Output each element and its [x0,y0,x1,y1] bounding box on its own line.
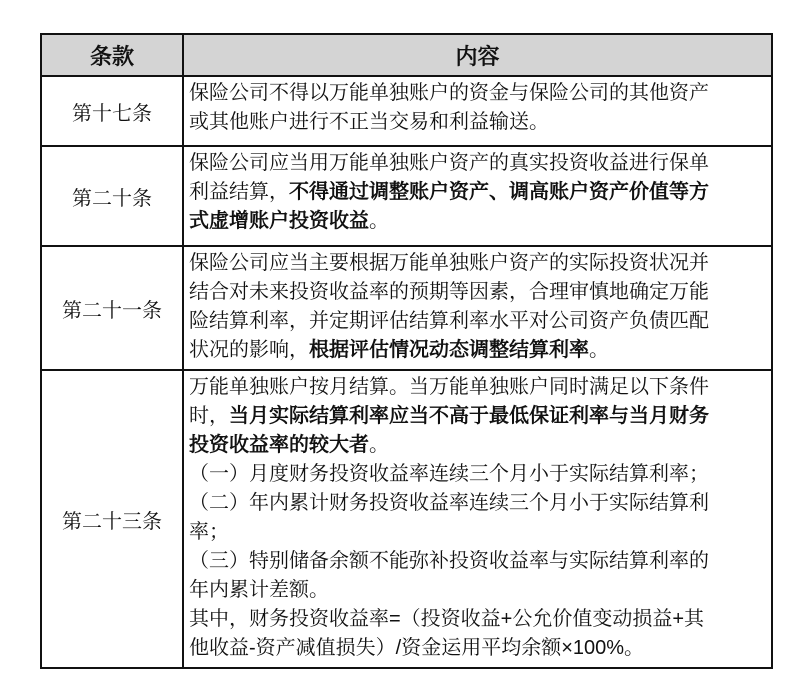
content-line [189,576,767,605]
content-cell [183,76,772,146]
content-line [189,605,767,634]
text: 结合对未来投资收益率的预期等因素，合理审慎地确定万能 [189,281,709,303]
content-line [189,278,767,307]
text: 他收益-资产减值损失）/资金运用平均余额×100%。 [189,637,645,659]
text: 。 [589,339,609,361]
text: 时， [189,405,229,427]
clause-cell: 第十七条 [41,76,183,146]
table-row [41,246,772,370]
content-line [189,207,767,236]
content-line [189,489,767,518]
text: 保险公司应当主要根据万能单独账户资产的实际投资状况并 [189,252,709,274]
content-line [189,307,767,336]
bold-text: 投资收益率的较大者 [189,434,369,456]
content-line [189,431,767,460]
clause-cell: 第二十三条 [41,370,183,668]
text: 其中，财务投资收益率=（投资收益+公允价值变动损益+其 [189,608,705,630]
text: 年内累计差额。 [189,579,329,601]
text: （一）月度财务投资收益率连续三个月小于实际结算利率； [189,463,709,485]
content-line [189,79,767,108]
text: 。 [369,434,389,456]
bold-text: 当月实际结算利率应当不高于最低保证利率与当月财务 [229,405,709,427]
content-cell [183,246,772,370]
bold-text: 不得通过调整账户资产、调高账户资产价值等方 [289,181,709,203]
table-row [41,370,772,668]
regulation-table [40,33,773,669]
content-line [189,336,767,365]
text: 保险公司不得以万能单独账户的资金与保险公司的其他资产 [189,82,709,104]
text: 利益结算， [189,181,289,203]
table-row [41,76,772,146]
text: 险结算利率，并定期评估结算利率水平对公司资产负债匹配 [189,310,709,332]
text: 状况的影响， [189,339,309,361]
content-line [189,149,767,178]
table-row [41,146,772,246]
content-line [189,634,767,663]
content-line [189,460,767,489]
bold-text: 式虚增账户投资收益 [189,210,369,232]
header-row [41,34,772,76]
text: 或其他账户进行不正当交易和利益输送。 [189,111,549,133]
clause-cell: 第二十条 [41,146,183,246]
text: 率； [189,521,229,543]
content-cell [183,370,772,668]
header-clause: 条款 [41,34,183,76]
text: （二）年内累计财务投资收益率连续三个月小于实际结算利 [189,492,709,514]
text: 。 [369,210,389,232]
text: 保险公司应当用万能单独账户资产的真实投资收益进行保单 [189,152,709,174]
content-line [189,178,767,207]
header-content: 内容 [183,34,772,76]
content-line [189,402,767,431]
text: 万能单独账户按月结算。当万能单独账户同时满足以下条件 [189,376,709,398]
content-line [189,547,767,576]
clause-cell: 第二十一条 [41,246,183,370]
content-line [189,373,767,402]
content-line [189,249,767,278]
bold-text: 根据评估情况动态调整结算利率 [309,339,589,361]
content-line [189,518,767,547]
content-cell [183,146,772,246]
text: （三）特别储备余额不能弥补投资收益率与实际结算利率的 [189,550,709,572]
content-line [189,108,767,137]
